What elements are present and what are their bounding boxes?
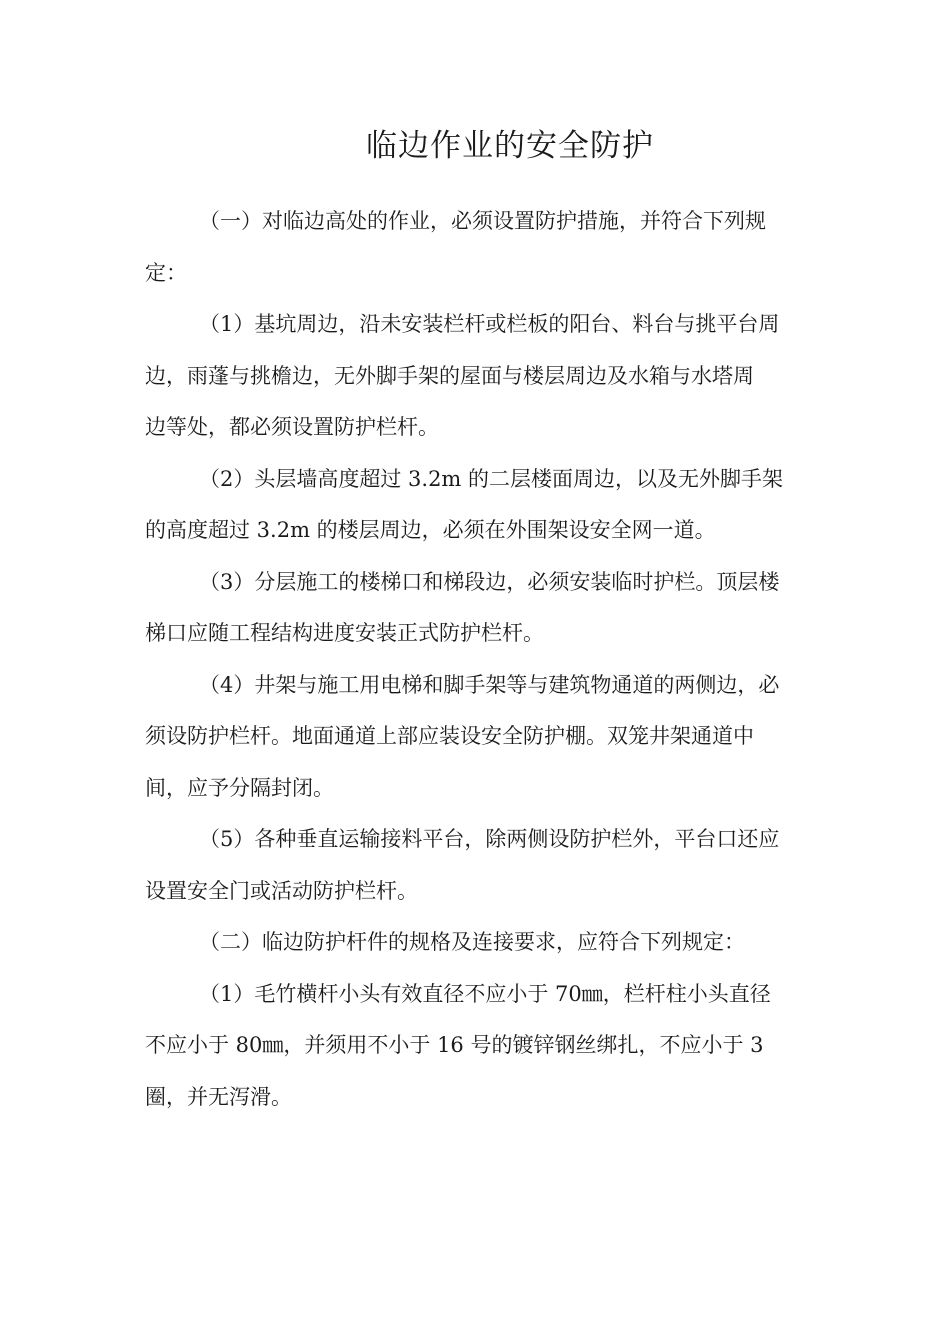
paragraph-line: （1）基坑周边，沿未安装栏杆或栏板的阳台、料台与挑平台周 <box>199 312 780 336</box>
paragraph-line: （3）分层施工的楼梯口和梯段边，必须安装临时护栏。顶层楼 <box>199 569 780 594</box>
paragraph-1 <box>145 196 815 299</box>
paragraph-6 <box>145 814 815 917</box>
paragraph-line: （一）对临边高处的作业，必须设置防护措施，并符合下列规 <box>199 209 766 233</box>
paragraph-line: （2）头层墙高度超过 3.2m 的二层楼面周边，以及无外脚手架 <box>199 466 784 491</box>
paragraph-3 <box>145 454 815 557</box>
paragraph-line: 圈，并无泻滑。 <box>145 1084 292 1109</box>
paragraph-line: 梯口应随工程结构进度安装正式防护栏杆。 <box>145 621 544 645</box>
paragraph-line: 边，雨蓬与挑檐边，无外脚手架的屋面与楼层周边及水箱与水塔周 <box>145 363 754 388</box>
paragraph-line: （4）井架与施工用电梯和脚手架等与建筑物通道的两侧边，必 <box>199 672 780 697</box>
paragraph-line: （5）各种垂直运输接料平台，除两侧设防护栏外，平台口还应 <box>199 827 780 851</box>
paragraph-2 <box>145 299 815 454</box>
paragraph-line: 的高度超过 3.2m 的楼层周边，必须在外围架设安全网一道。 <box>145 518 716 542</box>
document-body <box>145 196 815 1123</box>
document-title: 临边作业的安全防护 <box>366 128 654 164</box>
paragraph-5 <box>145 660 815 815</box>
paragraph-7 <box>145 917 815 969</box>
paragraph-line: 边等处，都必须设置防护栏杆。 <box>145 415 439 439</box>
paragraph-line: （1）毛竹横杆小头有效直径不应小于 70㎜，栏杆柱小头直径 <box>199 981 771 1006</box>
paragraph-line: 定： <box>145 260 187 285</box>
paragraph-line: 设置安全门或活动防护栏杆。 <box>145 878 418 903</box>
paragraph-line: （二）临边防护杆件的规格及连接要求，应符合下列规定： <box>199 930 745 954</box>
paragraph-4 <box>145 557 815 660</box>
paragraph-line: 须设防护栏杆。地面通道上部应装设安全防护棚。双笼井架通道中 <box>145 724 754 748</box>
paragraph-line: 间，应予分隔封闭。 <box>145 775 334 800</box>
paragraph-line: 不应小于 80㎜，并须用不小于 16 号的镀锌钢丝绑扎，不应小于 3 <box>145 1033 764 1057</box>
paragraph-8 <box>145 969 815 1124</box>
